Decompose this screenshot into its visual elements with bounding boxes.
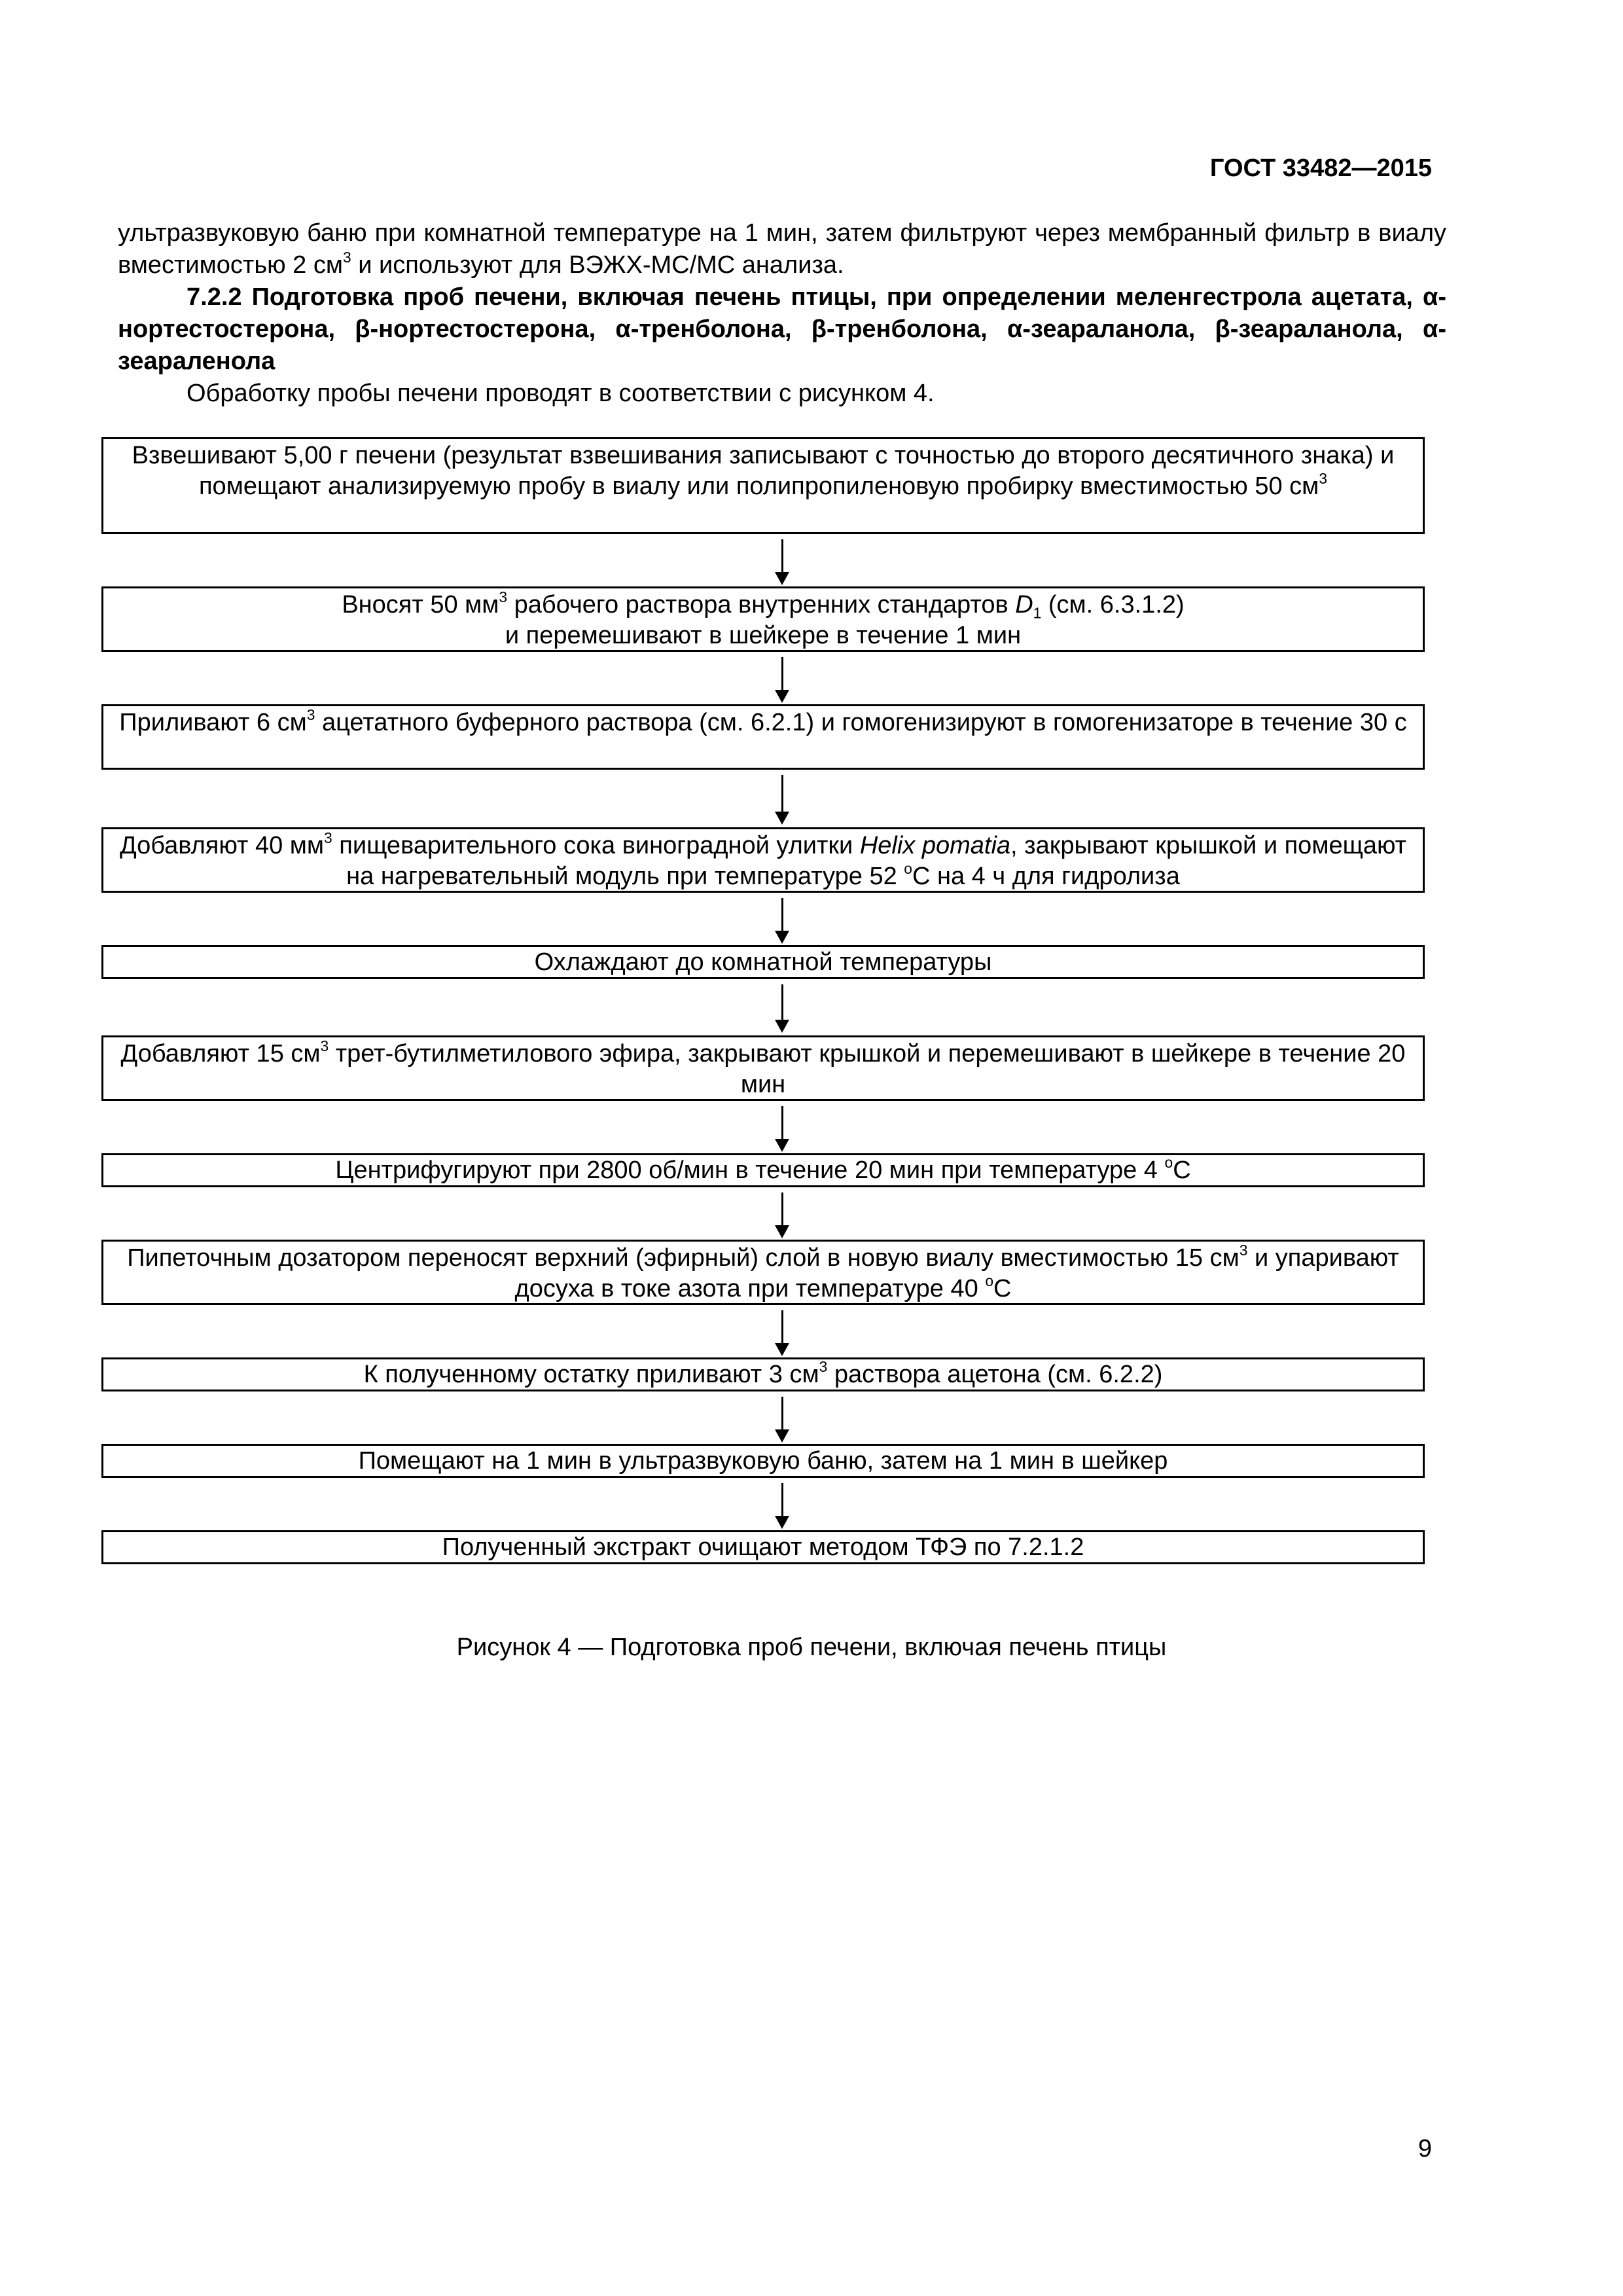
step-text: Центрифугируют при 2800 об/мин в течение 20 мин при температуре 4 <box>335 1157 1165 1184</box>
flow-step-2 <box>101 586 1425 652</box>
section-body: Обработку пробы печени проводят в соответствии с рисунком 4. <box>187 380 935 407</box>
step-text: С <box>993 1275 1012 1302</box>
step-text: Добавляют 40 мм <box>119 832 325 859</box>
superscript: 3 <box>306 706 315 724</box>
step-text: С <box>1173 1157 1191 1184</box>
step-text: К полученному остатку приливают 3 см <box>363 1361 819 1388</box>
step-text: и перемешивают в шейкере в течение 1 мин <box>505 622 1022 649</box>
step-text: (см. 6.3.1.2) <box>1041 591 1185 619</box>
step-text: ацетатного буферного раствора (см. 6.2.1) и гомогенизируют в гомогенизаторе в течение 30 с <box>315 709 1407 736</box>
flow-step-10 <box>101 1444 1425 1478</box>
intro-text: ультразвуковую баню при комнатной температуре на 1 мин, затем фильтруют через мембранный фильтр в виалу вместимостью 2 см <box>118 219 1446 279</box>
flowchart <box>101 437 1425 1564</box>
step-text: трет-бутилметилового эфира, закрывают крышкой и перемешивают в шейкере в течение 20 мин <box>329 1040 1406 1098</box>
step-text: Добавляют 15 см <box>120 1040 321 1067</box>
flow-step-1 <box>101 437 1425 534</box>
arrow-down-icon <box>101 1101 1425 1153</box>
italic-symbol: D <box>1015 591 1033 619</box>
superscript: 3 <box>1239 1242 1248 1259</box>
step-text: раствора ацетона (см. 6.2.2) <box>827 1361 1163 1388</box>
step-text: Вносят 50 мм <box>342 591 499 619</box>
flow-step-3 <box>101 704 1425 770</box>
flow-step-9 <box>101 1357 1425 1391</box>
arrow-down-icon <box>101 979 1425 1035</box>
arrow-down-icon <box>101 1478 1425 1530</box>
step-text: и упаривают досуха в токе азота при температуре 40 <box>514 1244 1399 1302</box>
arrow-down-icon <box>101 1391 1425 1444</box>
step-text: Помещают на 1 мин в ультразвуковую баню, затем на 1 мин в шейкер <box>358 1447 1168 1475</box>
flow-step-11 <box>101 1530 1425 1564</box>
step-text: Приливают 6 см <box>119 709 307 736</box>
step-text: рабочего раствора внутренних стандартов <box>507 591 1016 619</box>
flow-step-6 <box>101 1035 1425 1101</box>
figure-caption: Рисунок 4 — Подготовка проб печени, включая печень птицы <box>456 1634 1167 1661</box>
page-number: 9 <box>1418 2135 1432 2162</box>
arrow-down-icon <box>101 652 1425 704</box>
arrow-down-icon <box>101 534 1425 586</box>
italic-species: Helix pomatia <box>859 832 1011 859</box>
subscript: 1 <box>1033 604 1042 622</box>
degree-mark: о <box>904 860 912 878</box>
superscript: 3 <box>320 1037 329 1055</box>
step-text: Полученный экстракт очищают методом ТФЭ по 7.2.1.2 <box>442 1534 1084 1561</box>
arrow-down-icon <box>101 893 1425 945</box>
superscript: 3 <box>1319 470 1327 488</box>
flow-step-7 <box>101 1153 1425 1187</box>
step-text: , закрывают крышкой и помещают на нагревательный модуль при температуре 52 <box>346 832 1407 890</box>
arrow-down-icon <box>101 770 1425 827</box>
superscript: 3 <box>343 249 351 266</box>
step-text: Охлаждают до комнатной температуры <box>534 948 992 976</box>
flow-step-4 <box>101 827 1425 893</box>
intro-paragraph <box>118 217 1446 281</box>
flow-step-5 <box>101 945 1425 979</box>
arrow-down-icon <box>101 1187 1425 1240</box>
step-text: Пипеточным дозатором переносят верхний (эфирный) слой в новую виалу вместимостью 15 см <box>127 1244 1240 1272</box>
flow-step-8 <box>101 1240 1425 1305</box>
arrow-down-icon <box>101 1305 1425 1357</box>
step-text: пищеварительного сока виноградной улитки <box>332 832 860 859</box>
step-text: Взвешивают 5,00 г печени (результат взвешивания записывают с точностью до второго десятичного знака) и помещают анализируемую пробу в виалу или полипропиленовую пробирку вместимостью 50 см <box>132 442 1395 500</box>
superscript: 3 <box>324 829 332 847</box>
section-title: 7.2.2 Подготовка проб печени, включая печень птицы, при определении меленгестрола ацетата, α-нортестостерона, β-нортестостерона, α-тренболона, β-тренболона, α-зеараланола, β-зеараланола, α-зеараленола <box>118 283 1446 375</box>
degree-mark: о <box>1164 1154 1173 1172</box>
document-header: ГОСТ 33482—2015 <box>1209 154 1432 182</box>
intro-text-end: и используют для ВЭЖХ-МС/МС анализа. <box>351 251 844 279</box>
superscript: 3 <box>499 588 508 606</box>
superscript: 3 <box>819 1358 828 1376</box>
degree-mark: о <box>985 1272 993 1290</box>
step-text: С на 4 ч для гидролиза <box>912 863 1180 890</box>
